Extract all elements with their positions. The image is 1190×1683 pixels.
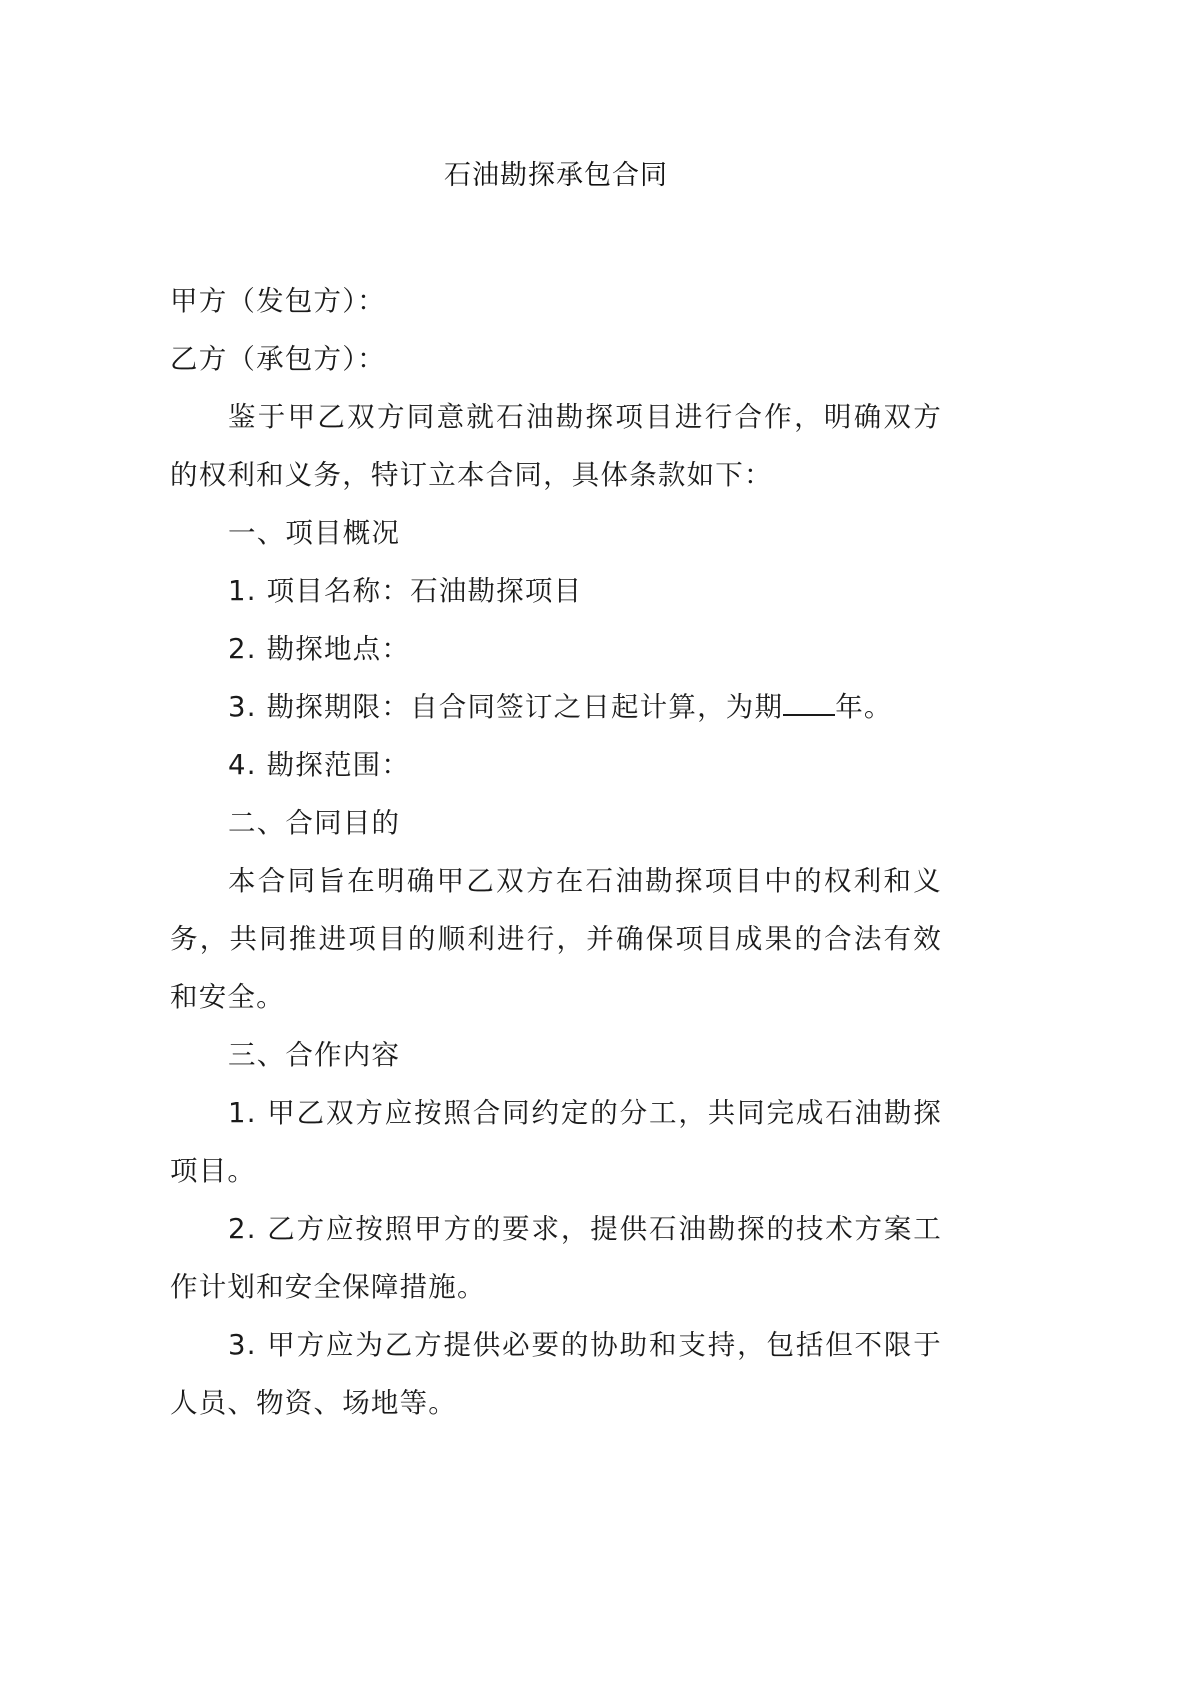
overview-item-location: 2. 勘探地点： [228, 633, 411, 665]
section-heading-cooperation: 三、合作内容 [228, 1039, 401, 1071]
preamble-paragraph: 鉴于甲乙双方同意就石油勘探项目进行合作，明确双方的权利和义务，特订立本合同，具体条款如下： [170, 401, 942, 491]
cooperation-item-3: 3. 甲方应为乙方提供必要的协助和支持，包括但不限于人员、物资、场地等。 [170, 1329, 942, 1419]
overview-item-scope: 4. 勘探范围： [228, 749, 411, 781]
document-body [170, 272, 942, 1432]
section-heading-overview: 一、项目概况 [228, 517, 401, 549]
party-b-line: 乙方（承包方）： [170, 343, 386, 375]
section-heading-purpose: 二、合同目的 [228, 807, 401, 839]
overview-item-project-name: 1. 项目名称：石油勘探项目 [228, 575, 583, 607]
document-title: 石油勘探承包合同 [444, 160, 668, 191]
term-years-blank [783, 692, 835, 716]
party-a-line: 甲方（发包方）： [170, 285, 386, 317]
purpose-paragraph: 本合同旨在明确甲乙双方在石油勘探项目中的权利和义务，共同推进项目的顺利进行，并确保项目成果的合法有效和安全。 [170, 865, 942, 1013]
cooperation-item-1: 1. 甲乙双方应按照合同约定的分工，共同完成石油勘探项目。 [170, 1097, 942, 1187]
term-text: 3. 勘探期限：自合同签订之日起计算，为期 [228, 691, 784, 723]
overview-item-term [170, 678, 942, 736]
term-suffix: 年。 [835, 691, 893, 723]
cooperation-item-2: 2. 乙方应按照甲方的要求，提供石油勘探的技术方案工作计划和安全保障措施。 [170, 1213, 942, 1303]
